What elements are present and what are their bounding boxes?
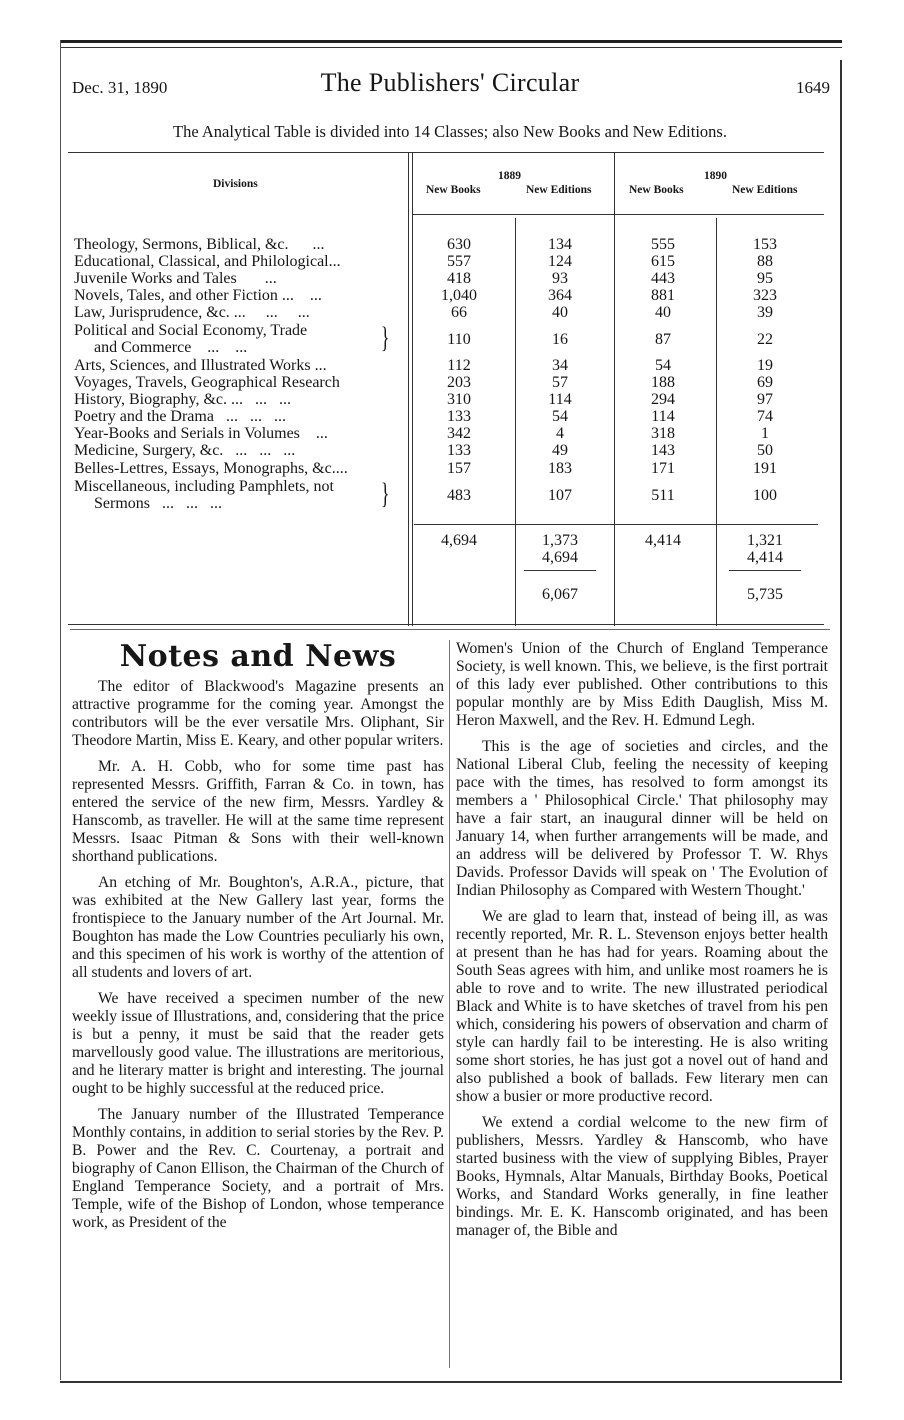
cell: 22 (757, 331, 773, 348)
row-label: Theology, Sermons, Biblical, &c. ... (74, 236, 325, 253)
row-label: History, Biography, &c. ... ... ... (74, 391, 292, 408)
cell: 93 (552, 270, 568, 287)
row-label: Medicine, Surgery, &c. ... ... ... (74, 442, 296, 459)
cell: 54 (655, 357, 671, 374)
table-row (68, 322, 824, 356)
cell: 157 (447, 460, 471, 477)
col-header-new-editions-1889: New Editions (526, 184, 592, 196)
column-divider (449, 640, 450, 1368)
page-border-top-thin (60, 47, 842, 48)
notes-column-right (456, 640, 828, 1248)
cell: 54 (552, 408, 568, 425)
page-border-bottom (60, 1381, 842, 1383)
page-border-top (60, 40, 842, 43)
cell: 443 (651, 270, 675, 287)
cell: 342 (447, 425, 471, 442)
cell: 88 (757, 253, 773, 270)
cell: 310 (447, 391, 471, 408)
cell: 191 (753, 460, 777, 477)
table-intro: The Analytical Table is divided into 14 Classes; also New Books and New Editions. (173, 122, 727, 141)
table-row (68, 357, 824, 374)
grand-total-1890: 5,735 (747, 586, 783, 603)
row-label: Belles-Lettres, Essays, Monographs, &c.... (74, 460, 348, 477)
paragraph: The January number of the Illustrated Temperance Monthly contains, in addition to serial stories by the Rev. P. B. Power and the Rev. C. Courtenay, a portrait and biography of Canon Ellison, the Chairman of the Church of England Temperance Society, and a portrait of Mrs. Temple, wife of the Bishop of London, whose temperance work, as President of the (72, 1106, 444, 1231)
cell: 19 (757, 357, 773, 374)
total-new-editions-1890: 1,321 (747, 532, 783, 549)
cell: 323 (753, 287, 777, 304)
table-row (68, 478, 824, 512)
brace-glyph: } (380, 477, 390, 510)
cell: 4 (556, 425, 564, 442)
cell: 74 (757, 408, 773, 425)
col-header-new-editions-1890: New Editions (732, 184, 798, 196)
cell: 50 (757, 442, 773, 459)
brace-glyph: } (380, 321, 390, 354)
cell: 557 (447, 253, 471, 270)
table-row (68, 253, 824, 270)
issue-date: Dec. 31, 1890 (72, 78, 168, 97)
cell: 881 (651, 287, 675, 304)
cell: 107 (548, 487, 572, 504)
paragraph: This is the age of societies and circles, and the National Liberal Club, feeling the necessity of keeping pace with the times, has resolved to form amongst its members a ' Philosophical Circle.' That philosophy may have a fair start, an inaugural dinner will be held on January 14, when further arrangements will be made, and an address will be delivered by Professor T. W. Rhys Davids. Professor Davids will speak on ' The Evolution of Indian Philosophy as Compared with Western Thought.' (456, 738, 828, 899)
table-row (68, 408, 824, 425)
cell: 87 (655, 331, 671, 348)
row-label: Educational, Classical, and Philological... (74, 253, 341, 270)
cell: 49 (552, 442, 568, 459)
total-new-books-1889: 4,694 (441, 532, 477, 549)
grand-total-1889: 6,067 (542, 586, 578, 603)
analytical-table (68, 150, 824, 626)
page-number: 1649 (796, 78, 830, 97)
cell: 40 (655, 304, 671, 321)
col-header-divisions: Divisions (213, 178, 258, 190)
row-label: Law, Jurisprudence, &c. ... ... ... (74, 304, 310, 321)
cell: 39 (757, 304, 773, 321)
table-top-rule (68, 152, 824, 153)
total-new-editions-1889: 1,373 (542, 532, 578, 549)
paragraph-continued: Women's Union of the Church of England Temperance Society, is well known. This, we believe, is the first portrait of this lady ever published. Other contributions to this popular monthly are by Miss Edith Dauglish, Miss M. Heron Maxwell, and the Rev. H. Edmund Legh. (456, 640, 828, 729)
row-label: Novels, Tales, and other Fiction ... ... (74, 287, 322, 304)
row-label: Miscellaneous, including Pamphlets, not (74, 478, 334, 495)
section-title: Notes and News (119, 639, 397, 674)
table-row (68, 236, 824, 253)
row-label-continued: and Commerce ... ... (74, 339, 248, 356)
table-row (68, 304, 824, 321)
cell: 203 (447, 374, 471, 391)
page-border-left (60, 40, 61, 1380)
cell: 57 (552, 374, 568, 391)
paragraph: We have received a specimen number of the new weekly issue of Illustrations, and, considering that the price is but a penny, it must be said that the reader gets marvellously good value. The illustrations are meritorious, and he literary matter is bright and interesting. The journal ought to be highly successful at the reduced price. (72, 990, 444, 1097)
total-new-books-1890: 4,414 (645, 532, 681, 549)
cell: 171 (651, 460, 675, 477)
cell: 294 (651, 391, 675, 408)
cell: 143 (651, 442, 675, 459)
cell: 34 (552, 357, 568, 374)
sum-rule-1890 (729, 570, 801, 571)
paragraph: The editor of Blackwood's Magazine presents an attractive programme for the coming year. Amongst the contributors will be the ever versatile Mrs. Oliphant, Sir Theodore Martin, Miss E. Keary, and other popular writers. (72, 678, 444, 749)
cell: 114 (651, 408, 675, 425)
cell: 110 (447, 331, 471, 348)
row-label: Arts, Sciences, and Illustrated Works ... (74, 357, 327, 374)
cell: 153 (753, 236, 777, 253)
cell: 69 (757, 374, 773, 391)
cell: 100 (753, 487, 777, 504)
table-row (68, 425, 824, 442)
col-header-new-books-1890: New Books (629, 184, 684, 196)
cell: 133 (447, 408, 471, 425)
row-label: Year-Books and Serials in Volumes ... (74, 425, 328, 442)
row-label-continued: Sermons ... ... ... (74, 495, 222, 512)
page-border-right (840, 60, 842, 1380)
total-new-editions-1890-add: 4,414 (747, 549, 783, 566)
cell: 318 (651, 425, 675, 442)
cell: 97 (757, 391, 773, 408)
col-header-1889: 1889 (498, 170, 521, 182)
cell: 1,040 (441, 287, 477, 304)
cell: 364 (548, 287, 572, 304)
cell: 188 (651, 374, 675, 391)
cell: 112 (447, 357, 471, 374)
cell: 16 (552, 331, 568, 348)
col-header-1890: 1890 (704, 170, 727, 182)
cell: 483 (447, 487, 471, 504)
table-row (68, 287, 824, 304)
totals-rule (414, 524, 818, 525)
cell: 134 (548, 236, 572, 253)
cell: 124 (548, 253, 572, 270)
section-divider (70, 629, 830, 630)
cell: 418 (447, 270, 471, 287)
row-label: Political and Social Economy, Trade (74, 322, 308, 339)
row-label: Poetry and the Drama ... ... ... (74, 408, 286, 425)
paragraph: We extend a cordial welcome to the new firm of publishers, Messrs. Yardley & Hanscomb, who have started business with the view of supplying Bibles, Prayer Books, Hymnals, Altar Manuals, Birthday Books, Poetical Works, and Standard Works generally, in fine leather bindings. Mr. E. K. Hanscomb originated, and has been manager of, the Bible and (456, 1114, 828, 1239)
row-label: Juvenile Works and Tales ... (74, 270, 277, 287)
table-row (68, 270, 824, 287)
table-header-rule (412, 214, 824, 215)
table-row (68, 460, 824, 477)
cell: 40 (552, 304, 568, 321)
journal-title: The Publishers' Circular (320, 68, 580, 97)
col-header-new-books-1889: New Books (426, 184, 481, 196)
cell: 114 (548, 391, 572, 408)
cell: 183 (548, 460, 572, 477)
cell: 66 (451, 304, 467, 321)
cell: 133 (447, 442, 471, 459)
cell: 1 (761, 425, 769, 442)
running-header (70, 68, 830, 104)
cell: 615 (651, 253, 675, 270)
sum-rule-1889 (524, 570, 596, 571)
table-row (68, 391, 824, 408)
total-new-editions-1889-add: 4,694 (542, 549, 578, 566)
table-row (68, 374, 824, 391)
paragraph: We are glad to learn that, instead of being ill, as was recently reported, Mr. R. L. Stevenson enjoys better health at present than he has had for years. Roaming about the South Seas agrees with him, and unlike most roamers he is able to rove and to write. The new illustrated periodical Black and White is to have sketches of travel from his pen which, considering his powers of observation and charm of style can hardly fail to be interesting. He is also writing some short stories, he has just got a novel out of hand and also published a book of ballads. Few literary men can show a busier or more productive record. (456, 908, 828, 1105)
table-bottom-rule (68, 624, 824, 625)
cell: 511 (651, 487, 675, 504)
cell: 555 (651, 236, 675, 253)
table-row (68, 442, 824, 459)
cell: 95 (757, 270, 773, 287)
paragraph: An etching of Mr. Boughton's, A.R.A., picture, that was exhibited at the New Gallery last year, forms the frontispiece to the January number of the Art Journal. Mr. Boughton has made the Low Countries peculiarly his own, and this specimen of his work is worthy of the attention of all students and lovers of art. (72, 874, 444, 981)
cell: 630 (447, 236, 471, 253)
row-label: Voyages, Travels, Geographical Research (74, 374, 340, 391)
notes-column-left (72, 640, 444, 1240)
paragraph: Mr. A. H. Cobb, who for some time past has represented Messrs. Griffith, Farran & Co. in town, has entered the service of the new firm, Messrs. Yardley & Hanscomb, as traveller. He will at the same time represent Messrs. Isaac Pitman & Sons with their well-known shorthand publications. (72, 758, 444, 865)
